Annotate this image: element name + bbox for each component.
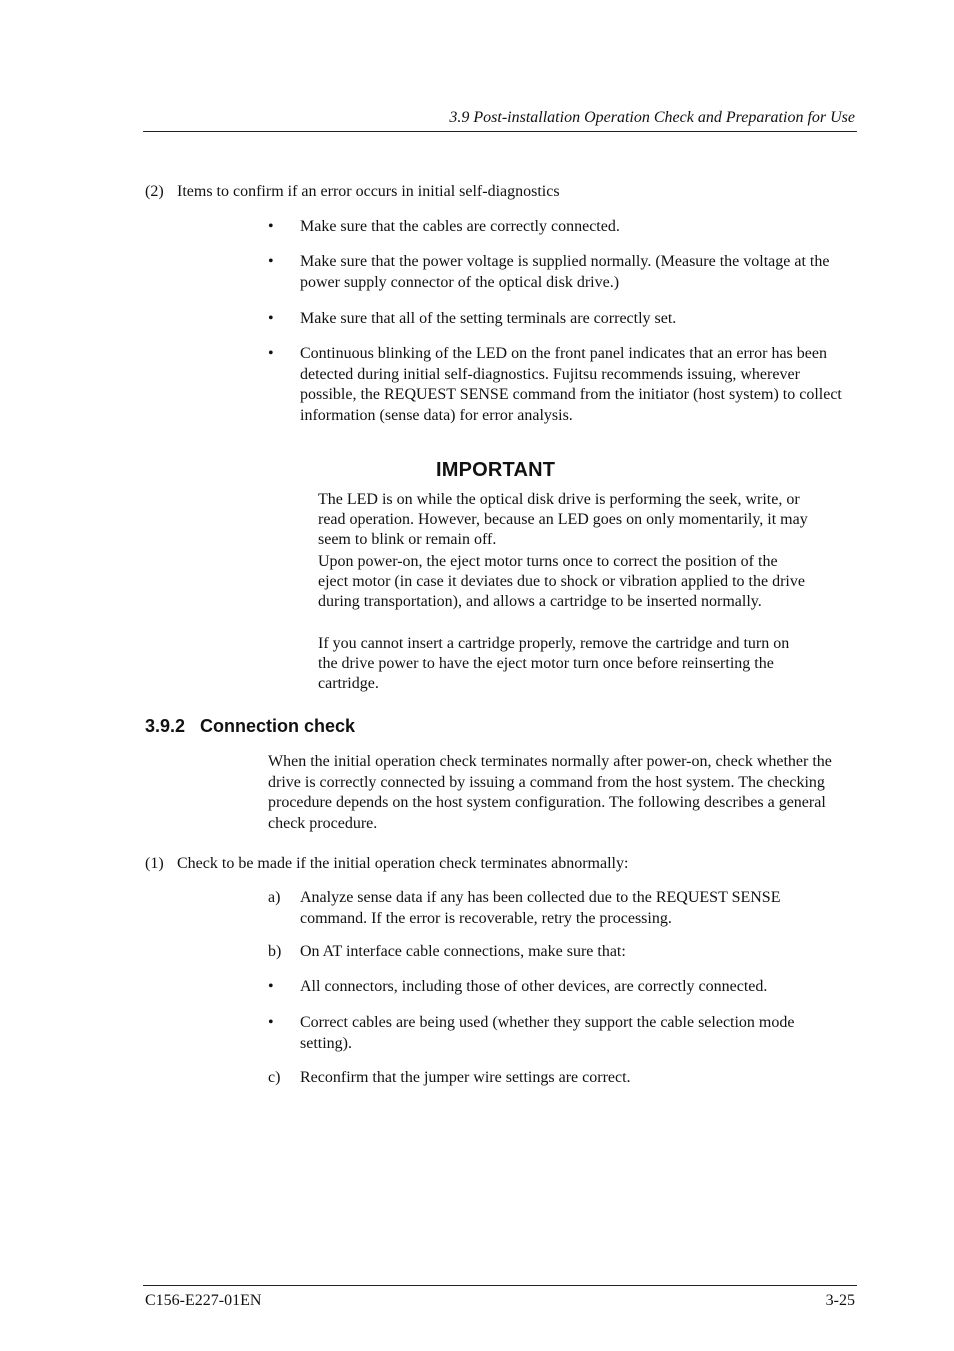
important-paragraph: Upon power-on, the eject motor turns once to correct the position of the eject motor (in case it deviates due to shock or vibration applied to the drive during transportation), and allows a cartridge to be inserted normally. (318, 553, 805, 610)
bullet-mark: • (268, 253, 274, 270)
header-rule (143, 131, 857, 132)
section-number: 3.9.2 (145, 716, 186, 736)
bullet-text: Make sure that all of the setting terminals are correctly set. (300, 310, 677, 327)
sub-item-mark: c) (268, 1069, 281, 1086)
sub-item-mark: a) (268, 889, 281, 906)
sub-item-mark: b) (268, 943, 282, 960)
list-number: (2) (145, 183, 164, 200)
important-title: IMPORTANT (436, 459, 556, 481)
list-heading-text: Check to be made if the initial operation check terminates abnormally: (177, 855, 629, 872)
sub-item-text: Reconfirm that the jumper wire settings are correct. (300, 1069, 631, 1086)
important-paragraph: If you cannot insert a cartridge properly, remove the cartridge and turn on the drive power to have the eject motor turn once before reinserting the cartridge. (318, 635, 790, 692)
running-header: 3.9 Post-installation Operation Check and Preparation for Use (449, 109, 855, 126)
bullet-mark: • (268, 345, 274, 362)
section-heading (145, 716, 355, 737)
section-body: When the initial operation check terminates normally after power-on, check whether the drive is correctly connected by issuing a command from the host system. The checking procedure depends on the host system configuration. The following describes a general check procedure. (268, 753, 832, 832)
bullet-text: Correct cables are being used (whether they support the cable selection mode setting). (300, 1014, 795, 1052)
bullet-mark: • (268, 1014, 274, 1031)
list-heading-text: Items to confirm if an error occurs in initial self-diagnostics (177, 183, 560, 200)
list-item-2-heading (145, 182, 560, 203)
bullet-mark: • (268, 218, 274, 235)
bullet-mark: • (268, 310, 274, 327)
section-title-text: Connection check (200, 716, 356, 736)
sub-item-text: On AT interface cable connections, make sure that: (300, 943, 626, 960)
bullet-text: Make sure that the cables are correctly connected. (300, 218, 620, 235)
document-code: C156-E227-01EN (145, 1292, 262, 1309)
bullet-text: Make sure that the power voltage is supplied normally. (Measure the voltage at the power supply connector of the optical disk drive.) (300, 253, 830, 291)
sub-item-text: Analyze sense data if any has been collected due to the REQUEST SENSE command. If the error is recoverable, retry the processing. (300, 889, 781, 927)
important-paragraph: The LED is on while the optical disk drive is performing the seek, write, or read operation. However, because an LED goes on only momentarily, it may seem to blink or remain off. (318, 491, 808, 548)
footer-rule (143, 1285, 857, 1286)
page-number: 3-25 (825, 1292, 855, 1309)
bullet-mark: • (268, 978, 274, 995)
list-number: (1) (145, 855, 164, 872)
bullet-text: All connectors, including those of other devices, are correctly connected. (300, 978, 768, 995)
list-item-1-heading (145, 854, 628, 875)
bullet-text: Continuous blinking of the LED on the front panel indicates that an error has been detected during initial self-diagnostics. Fujitsu recommends issuing, wherever possible, the REQUEST SENSE command from the initiator (host system) to collect information (sense data) for error analysis. (300, 345, 842, 424)
